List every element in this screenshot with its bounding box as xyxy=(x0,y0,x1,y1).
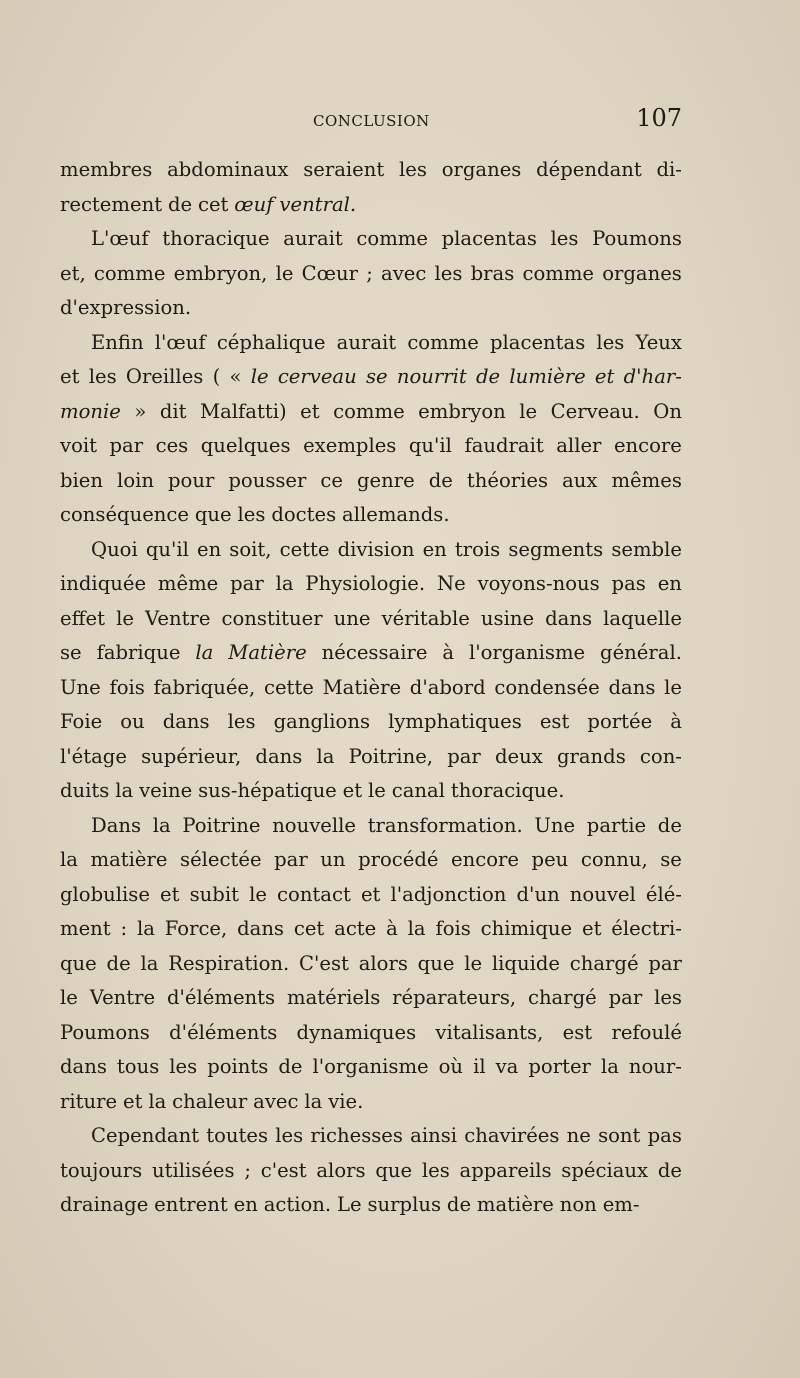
text-line: dans tous les points de l'organisme où il va porter la nour- xyxy=(60,1055,682,1078)
text-line: la matière sélectée par un procédé encore peu connu, se xyxy=(60,848,682,871)
text-line: Une fois fabriquée, cette Matière d'abord condensée dans le xyxy=(60,675,682,699)
text-line: monie » dit Malfatti) et comme embryon le Cerveau. On xyxy=(60,399,682,423)
text-line: conséquence que les doctes allemands. xyxy=(60,503,450,526)
text-line: rectement de cet œuf ventral. xyxy=(60,192,357,216)
page-number: 107 xyxy=(636,104,682,132)
text-line: l'étage supérieur, dans la Poitrine, par deux grands con- xyxy=(60,744,682,768)
text-line: Quoi qu'il en soit, cette division en trois segments semble xyxy=(91,537,682,561)
text-line: Foie ou dans les ganglions lymphatiques est portée à xyxy=(60,710,682,733)
text-line: et, comme embryon, le Cœur ; avec les bras comme organes xyxy=(60,261,682,285)
text-line: le Ventre d'éléments matériels réparateurs, chargé par les xyxy=(60,986,682,1009)
text-line: bien loin pour pousser ce genre de théories aux mêmes xyxy=(60,468,682,492)
running-head xyxy=(60,104,682,140)
text-line: L'œuf thoracique aurait comme placentas les Poumons xyxy=(91,227,682,250)
text-line: globulise et subit le contact et l'adjonction d'un nouvel élé- xyxy=(60,882,682,906)
text-line: voit par ces quelques exemples qu'il faudrait aller encore xyxy=(60,434,682,457)
text-line: membres abdominaux seraient les organes dépendant di- xyxy=(60,158,682,181)
text-line: se fabrique la Matière nécessaire à l'organisme général. xyxy=(60,641,682,664)
text-line: Enfin l'œuf céphalique aurait comme placentas les Yeux xyxy=(91,330,682,354)
text-line: Cependant toutes les richesses ainsi chavirées ne sont pas xyxy=(91,1124,682,1147)
running-title: CONCLUSION xyxy=(313,112,430,130)
text-line: toujours utilisées ; c'est alors que les appareils spéciaux de xyxy=(60,1158,682,1182)
text-line: drainage entrent en action. Le surplus de matière non em- xyxy=(60,1193,640,1216)
text-line: Poumons d'éléments dynamiques vitalisants, est refoulé xyxy=(60,1020,682,1044)
text-line: effet le Ventre constituer une véritable usine dans laquelle xyxy=(60,606,682,630)
text-line: que de la Respiration. C'est alors que le liquide chargé par xyxy=(60,951,682,975)
text-line: indiquée même par la Physiologie. Ne voyons-nous pas en xyxy=(60,572,682,595)
text-line: Dans la Poitrine nouvelle transformation. Une partie de xyxy=(91,813,682,837)
body-text xyxy=(60,153,682,1223)
text-line: duits la veine sus-hépatique et le canal thoracique. xyxy=(60,779,565,802)
text-line: d'expression. xyxy=(60,296,192,319)
text-line: riture et la chaleur avec la vie. xyxy=(60,1089,364,1113)
text-line: ment : la Force, dans cet acte à la fois chimique et électri- xyxy=(60,917,682,940)
text-line: et les Oreilles ( « le cerveau se nourrit de lumière et d'har- xyxy=(60,365,682,388)
